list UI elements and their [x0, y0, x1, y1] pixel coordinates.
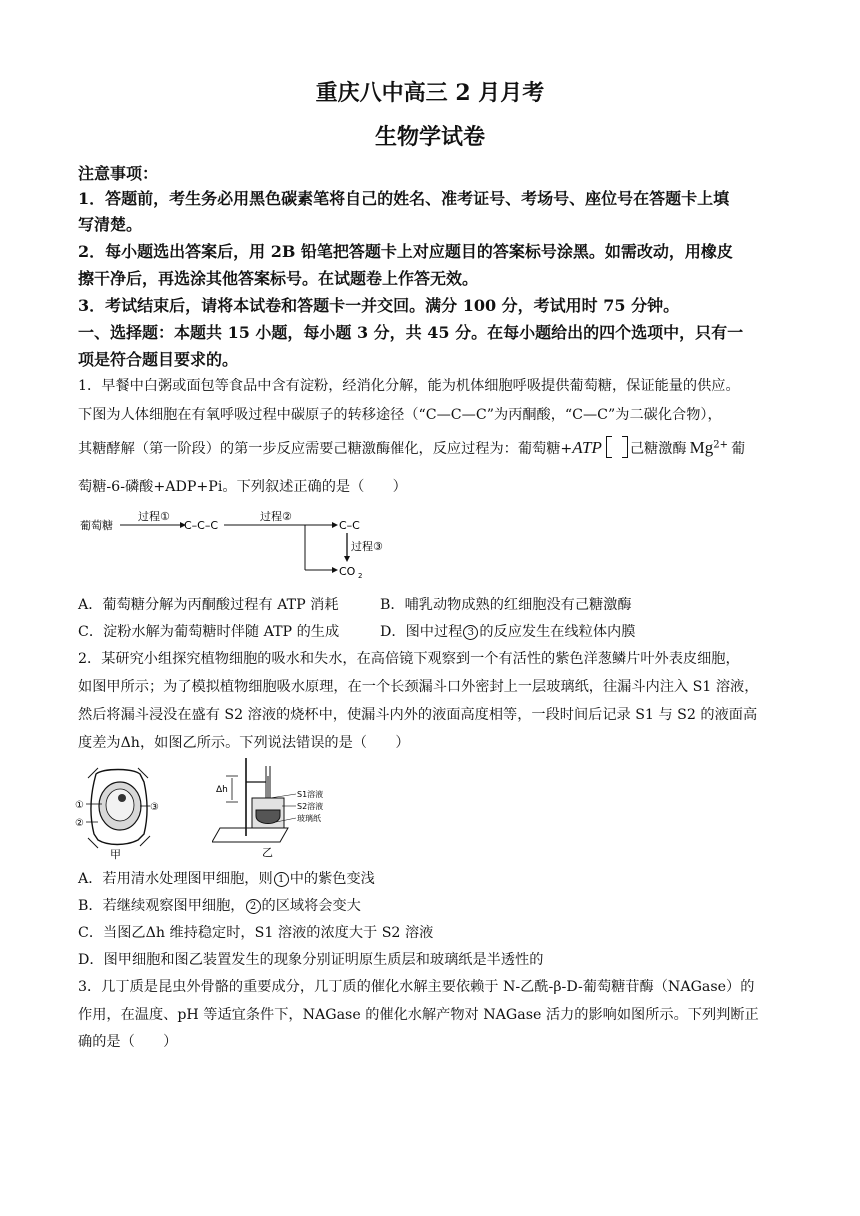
exam-title: 重庆八中高三 2 月月考 — [315, 80, 545, 106]
q1-option-c[interactable]: C．淀粉水解为葡萄糖时伴随 ATP 的生成 — [78, 624, 340, 640]
notice-item-3: 3．考试结束后，请将本试卷和答题卡一并交回。满分 100 分，考试用时 75 分钟。 — [78, 296, 680, 315]
circled-number-2: 2 — [246, 899, 261, 914]
pointer-s1 — [270, 794, 296, 798]
notice-heading: 注意事项： — [78, 164, 159, 183]
exam-subtitle: 生物学试卷 — [374, 124, 485, 150]
q2-option-a[interactable] — [78, 868, 375, 888]
diagram-co2-label: CO — [339, 565, 356, 578]
cell-wall-edge — [88, 838, 98, 848]
section-1-instructions-line-1: 一、选择题：本题共 15 小题，每小题 3 分，共 45 分。在每小题给出的四个选项中，只有一 — [78, 323, 744, 342]
mg-symbol: Mg — [689, 438, 714, 457]
section-1-instructions-line-2: 项是符合题目要求的。 — [78, 350, 239, 369]
notice-item-2-line-1: 2．每小题选出答案后，用 2B 铅笔把答题卡上对应题目的答案标号涂黑。如需改动，用橡皮 — [78, 242, 733, 261]
q2-option-a-pre: A．若用清水处理图甲细胞，则 — [78, 871, 273, 887]
q2-option-b[interactable] — [78, 895, 361, 915]
arrowhead-process-3 — [344, 556, 350, 562]
q2-option-a-post: 中的紫色变浅 — [289, 871, 375, 887]
diagram-process-1-label: 过程① — [138, 510, 170, 523]
figure-a-marker-1: ① — [75, 800, 84, 811]
stand-base — [212, 828, 288, 842]
q1-stem-line-1: 1．早餐中白粥或面包等食品中含有淀粉，经消化分解，能为机体细胞呼吸提供葡萄糖，保证能量的供应。 — [78, 378, 740, 394]
funnel-bulb — [256, 810, 280, 824]
q1-option-b[interactable]: B．哺乳动物成熟的红细胞没有己糖激酶 — [380, 597, 632, 613]
q3-stem-line-1: 3．几丁质是昆虫外骨骼的重要成分，几丁质的催化水解主要依赖于 N-乙酰-β-D-葡萄糖苷酶（NAGase）的 — [78, 979, 755, 995]
diagram-process-3-label: 过程③ — [351, 540, 383, 553]
figure-b-dh-label: Δh — [216, 785, 228, 795]
cell-wall-edge — [140, 836, 150, 846]
diagram-process-2-label: 过程② — [260, 510, 292, 523]
q3-stem-line-3: 确的是（ ） — [78, 1034, 178, 1050]
diagram-pyruvate-label: C–C–C — [184, 519, 219, 532]
q2-option-b-post: 的区域将会变大 — [261, 898, 361, 914]
q1-option-a[interactable]: A．葡萄糖分解为丙酮酸过程有 ATP 消耗 — [78, 597, 339, 613]
branch-arrowhead — [332, 567, 338, 573]
circled-number-1: 1 — [274, 872, 289, 887]
figure-a-plant-cell — [74, 760, 164, 860]
notice-item-2-line-2: 擦干净后，再选涂其他答案标号。在试题卷上作答无效。 — [78, 269, 479, 288]
q2-stem-line-2: 如图甲所示；为了模拟植物细胞吸水原理，在一个长颈漏斗口外密封上一层玻璃纸，往漏斗内注入 S1 溶液， — [78, 679, 759, 695]
q1-stem-line-3-pre: 其糖酵解（第一阶段）的第一步反应需要己糖激酶催化，反应过程为：葡萄糖+ — [78, 441, 573, 457]
figure-a-marker-2: ② — [75, 818, 84, 829]
carbon-transfer-diagram — [78, 506, 398, 586]
q2-stem-line-4: 度差为Δh，如图乙所示。下列说法错误的是（ ） — [78, 735, 410, 751]
q1-stem-line-3 — [78, 436, 788, 458]
figure-a-caption: 甲 — [110, 848, 121, 860]
figure-b-caption: 乙 — [262, 846, 273, 859]
figure-b-osmometer — [212, 756, 352, 860]
diagram-two-carbon-label: C–C — [339, 519, 360, 532]
q1-stem-line-2: 下图为人体细胞在有氧呼吸过程中碳原子的转移途径（“C—C—C”为丙酮酸，“C—C”为二碳化合物）， — [78, 407, 722, 423]
notice-item-1-line-1: 1．答题前，考生务必用黑色碳素笔将自己的姓名、准考证号、考场号、座位号在答题卡上填 — [78, 189, 730, 208]
q3-stem-line-2: 作用，在温度、pH 等适宜条件下，NAGase 的催化水解产物对 NAGase 活力的影响如图所示。下列判断正 — [78, 1007, 759, 1023]
q1-option-d[interactable] — [380, 621, 635, 641]
q1-stem-line-3-post: 葡 — [731, 441, 746, 457]
bracket-left — [606, 436, 612, 458]
q1-option-d-post: 的反应发生在线粒体内膜 — [479, 624, 636, 640]
figure-b-s2-label: S2溶液 — [297, 802, 324, 811]
diagram-co2-subscript: 2 — [358, 572, 363, 580]
figure-b-s1-label: S1溶液 — [297, 790, 324, 799]
arrowhead-process-2 — [332, 522, 338, 528]
vacuole — [106, 789, 134, 821]
q2-stem-line-3: 然后将漏斗浸没在盛有 S2 溶液的烧杯中，使漏斗内外的液面高度相等，一段时间后记录 S1 与 S2 的液面高 — [78, 707, 758, 723]
diagram-glucose-label: 葡萄糖 — [80, 519, 113, 532]
q2-option-c[interactable]: C．当图乙Δh 维持稳定时，S1 溶液的浓度大于 S2 溶液 — [78, 925, 434, 941]
q1-stem-line-4: 萄糖-6-磷酸+ADP+Pi。下列叙述正确的是（ ） — [78, 479, 407, 495]
nucleus — [118, 794, 126, 802]
figure-a-marker-3: ③ — [150, 802, 159, 813]
hexokinase-label: 己糖激酶 — [629, 441, 687, 457]
q2-option-b-pre: B．若继续观察图甲细胞， — [78, 898, 245, 914]
circled-number-3: 3 — [463, 625, 478, 640]
notice-item-1-line-2: 写清楚。 — [78, 215, 143, 234]
mg-charge: 2+ — [713, 439, 728, 451]
q2-stem-line-1: 2．某研究小组探究植物细胞的吸水和失水，在高倍镜下观察到一个有活性的紫色洋葱鳞片叶外表皮细胞， — [78, 651, 740, 667]
atp-symbol: ATP — [572, 438, 602, 457]
figure-b-paper-label: 玻璃纸 — [297, 814, 321, 823]
bracket-right — [622, 436, 628, 458]
q1-option-d-pre: D．图中过程 — [380, 624, 463, 640]
q2-option-d[interactable]: D．图甲细胞和图乙装置发生的现象分别证明原生质层和玻璃纸是半透性的 — [78, 952, 544, 968]
